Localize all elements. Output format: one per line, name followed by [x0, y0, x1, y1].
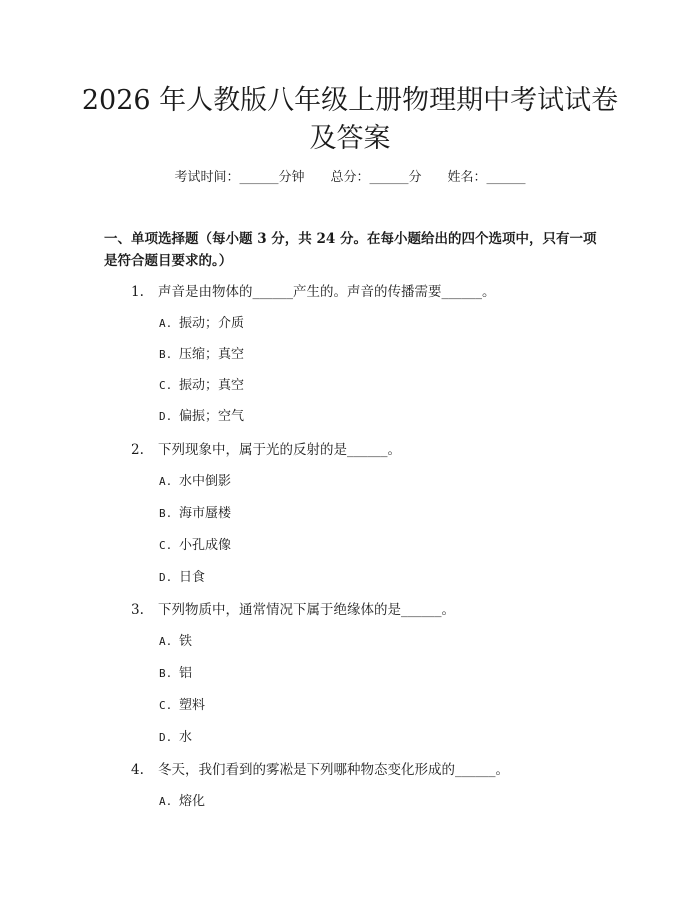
- section-heading: 一、单项选择题（每小题 3 分，共 24 分。在每小题给出的四个选项中，只有一项是符合题目要求的。）: [104, 231, 597, 269]
- option-text: 塑料: [179, 698, 206, 713]
- option: [159, 568, 205, 588]
- option-text: 振动；介质: [179, 316, 245, 331]
- option: [159, 407, 244, 427]
- option: [159, 728, 192, 748]
- option: [159, 345, 244, 365]
- option-letter: C.: [159, 379, 173, 392]
- option-text: 日食: [179, 570, 206, 585]
- option: [159, 696, 205, 716]
- option-text: 振动；真空: [179, 378, 245, 393]
- question-text: 下列现象中，属于光的反射的是______。: [158, 442, 401, 458]
- option-text: 铝: [179, 666, 193, 681]
- option: [159, 632, 192, 652]
- question-text: 声音是由物体的______产生的。声音的传播需要______。: [158, 284, 496, 300]
- student-name: 姓名：______: [447, 170, 526, 185]
- question-number: 3.: [131, 602, 144, 618]
- total-score: 总分：______分: [330, 170, 422, 185]
- question-text: 冬天，我们看到的雾凇是下列哪种物态变化形成的______。: [158, 762, 509, 778]
- option-text: 熔化: [179, 794, 206, 809]
- question: [131, 600, 455, 620]
- option-text: 水中倒影: [179, 474, 232, 489]
- option-letter: A.: [159, 795, 173, 808]
- option-letter: B.: [159, 507, 173, 520]
- page-title-continued: 及答案: [309, 123, 391, 154]
- exam-time: 考试时间：______分钟: [174, 170, 305, 185]
- option-letter: C.: [159, 699, 173, 712]
- option-letter: A.: [159, 635, 173, 648]
- option: [159, 664, 192, 684]
- option-letter: D.: [159, 731, 173, 744]
- question-text: 下列物质中，通常情况下属于绝缘体的是______。: [158, 602, 455, 618]
- option-letter: B.: [159, 348, 173, 361]
- option: [159, 792, 205, 812]
- option-text: 海市蜃楼: [179, 506, 232, 521]
- question-number: 1.: [131, 284, 144, 300]
- option-text: 压缩；真空: [179, 347, 245, 362]
- option-text: 水: [179, 730, 193, 745]
- option: [159, 536, 231, 556]
- option: [159, 472, 231, 492]
- option-letter: D.: [159, 571, 173, 584]
- option-letter: C.: [159, 539, 173, 552]
- option: [159, 504, 231, 524]
- option: [159, 314, 244, 334]
- option: [159, 376, 244, 396]
- question: [131, 282, 496, 302]
- question: [131, 760, 509, 780]
- question-number: 4.: [131, 762, 144, 778]
- exam-meta-line: [0, 168, 700, 188]
- option-text: 偏振；空气: [179, 409, 245, 424]
- option-letter: A.: [159, 475, 173, 488]
- option-text: 小孔成像: [179, 538, 232, 553]
- option-letter: A.: [159, 317, 173, 330]
- option-letter: B.: [159, 667, 173, 680]
- question: [131, 440, 401, 460]
- option-text: 铁: [179, 634, 193, 649]
- page-title: 2026 年人教版八年级上册物理期中考试试卷: [81, 85, 619, 116]
- question-number: 2.: [131, 442, 144, 458]
- option-letter: D.: [159, 410, 173, 423]
